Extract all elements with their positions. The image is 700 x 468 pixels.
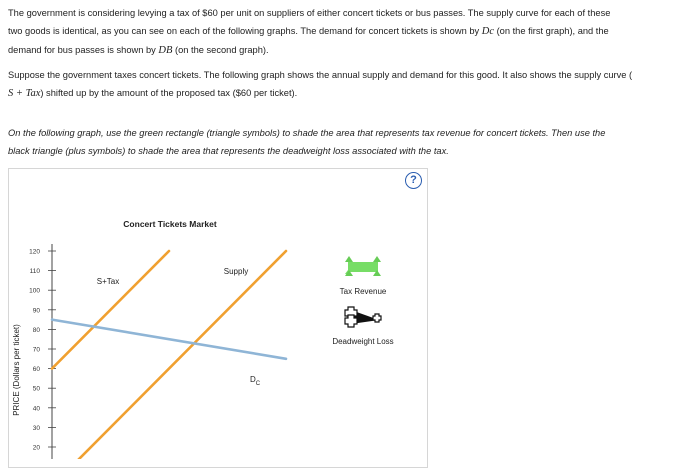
triangle-marker-icon <box>345 256 353 262</box>
instructions-line-1: On the following graph, use the green rectangle (triangle symbols) to shade the area that represents tax revenue for concert tickets. Then use the <box>8 128 606 138</box>
scenario-line-2: ) shifted up by the amount of the proposed tax ($60 per ticket). <box>40 88 298 98</box>
scenario-line-1: Suppose the government taxes concert tickets. The following graph shows the annual supply and demand for this good. It also shows the supply curve ( <box>8 70 633 80</box>
intro-line-3b: (on the second graph). <box>175 45 269 55</box>
series-line-s-tax <box>52 251 169 369</box>
y-tick-label: 20 <box>32 444 40 452</box>
deadweight-loss-label: Deadweight Loss <box>332 337 394 346</box>
db-symbol: DB <box>158 45 173 56</box>
y-tick-label: 110 <box>29 268 40 276</box>
tax-revenue-tool[interactable] <box>345 256 381 276</box>
dc-symbol: Dc <box>481 26 494 37</box>
demand-label: $D_C$ <box>249 375 261 387</box>
y-tick-label: 30 <box>32 424 40 432</box>
s-plus-tax-label: S+Tax <box>96 277 120 286</box>
supply-label: Supply <box>223 267 249 276</box>
y-tick-label: 90 <box>32 307 40 315</box>
instructions-line-2: black triangle (plus symbols) to shade the area that represents the deadweight loss associated with the tax. <box>8 146 449 156</box>
series-line-supply <box>52 251 286 459</box>
series-line-dc <box>52 320 286 359</box>
help-icon[interactable]: ? <box>405 172 422 189</box>
s-plus-tax-formula: S + Tax <box>8 88 41 99</box>
y-tick-label: 60 <box>32 366 40 374</box>
intro-line-3: demand for bus passes is shown by <box>8 45 156 55</box>
intro-line-2: two goods is identical, as you can see on each of the following graphs. The demand for concert tickets is shown by <box>8 26 480 36</box>
intro-line-2b: (on the first graph), and the <box>496 26 609 36</box>
y-tick-label: 50 <box>32 385 40 393</box>
y-axis-label: PRICE (Dollars per ticket) <box>12 324 21 416</box>
y-tick-label: 120 <box>29 248 40 256</box>
y-tick-label: 100 <box>29 287 40 295</box>
tax-revenue-label: Tax Revenue <box>339 287 387 296</box>
y-tick-label: 70 <box>32 346 40 354</box>
deadweight-loss-tool[interactable] <box>345 307 381 327</box>
y-tick-label: 80 <box>32 326 40 334</box>
curves <box>52 251 286 459</box>
chart-title: Concert Tickets Market <box>123 219 217 229</box>
y-tick-label: 40 <box>32 405 40 413</box>
intro-line-1: The government is considering levying a tax of $60 per unit on suppliers of either concert tickets or bus passes. The supply curve for each of these <box>8 8 611 18</box>
